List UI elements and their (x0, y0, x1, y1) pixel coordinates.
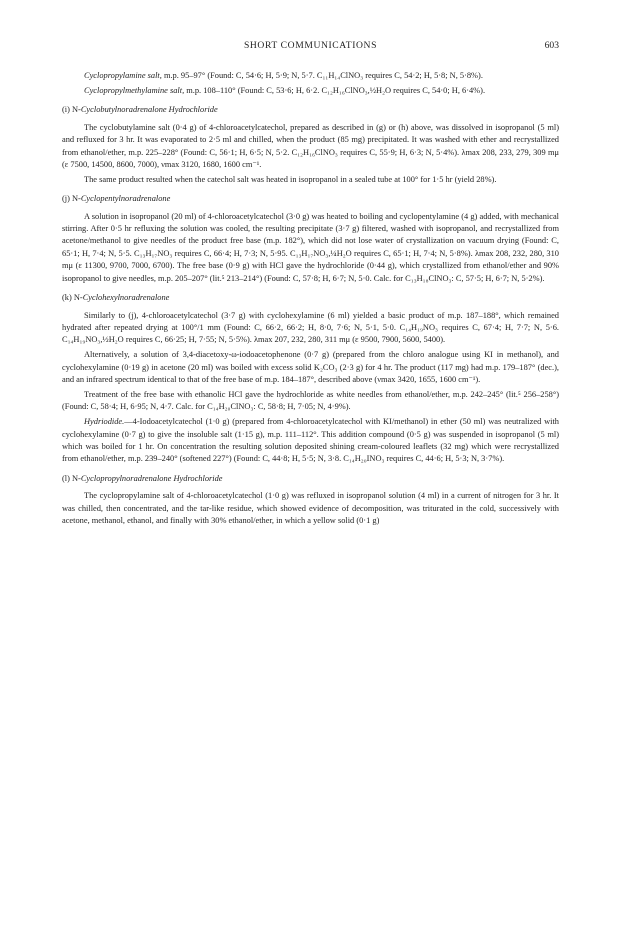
section-heading-j: (j) N-Cyclopentylnoradrenalone (62, 194, 171, 204)
section-heading-i: (i) N-Cyclobutylnoradrenalone Hydrochloride (62, 105, 218, 115)
paragraph-cyclopropylamine-salt: Cyclopropylamine salt, m.p. 95–97° (Found: C, 54·6; H, 5·9; N, 5·7. C₁₁H₁₄ClNO₃ requires C, 54·2; H, 5·8; N, 5·8%). (84, 71, 483, 80)
paragraph-k-hydrochloride: Treatment of the free base with ethanolic HCl gave the hydrochloride as white needles from ethanol/ether, m.p. 242–245° (lit.⁵ 256–258°) (Found: C, 58·4; H, 6·95; N, 4·7. Calc. for C₁₄H₂₀ClNO₃: C, 58·8; H, 7·05; N, 4·9%). (62, 389, 559, 412)
running-header (62, 40, 559, 58)
paragraph-k-hydriodide: Hydriodide.—4-Iodoacetylcatechol (1·0 g) (prepared from 4-chloroacetylcatechol with KI/methanol) in ether (50 ml) was neutralized with cyclohexylamine (0·7 g) to give the insoluble salt (1·15 g), m.p. 111–112°. This addition compound (0·5 g) was suspended in isopropanol (5 ml) which was boiled for 1 hr. On concentration the resulting solution deposited shining cream-coloured leaflets (32 mg) which were recrystallized from ethanol/ether, m.p. 239–240° (softened 227°) (Found: C, 44·8; H, 5·5; N, 3·8. C₁₄H₂₀INO₃ requires C, 44·6; H, 5·3; N, 3·7%). (62, 417, 559, 464)
paragraph-cyclopropylmethylamine-salt: Cyclopropylmethylamine salt, m.p. 108–110° (Found: C, 53·6; H, 6·2. C₁₂H₁₆ClNO₃,½H₂O requires C, 54·0; H, 6·4%). (84, 85, 486, 95)
paragraph-i-sealed-tube: The same product resulted when the catechol salt was heated in isopropanol in a sealed tube at 100° for 1·5 hr (yield 28%). (84, 174, 497, 184)
paragraph-j-procedure: A solution in isopropanol (20 ml) of 4-chloroacetylcatechol (3·0 g) was heated to boiling and cyclopentylamine (4 g) added, with mechanical stirring. After 0·5 hr refluxing the solution was cooled, the resulting precipitate (3·7 g) filtered, washed with isopropanol, and recrystallized from acetone/methanol to give needles of the product free base (m.p. 182°), which did not lose water of crystallization on vacuum drying (Found: C, 65·1; H, 7·4; N, 5·5. C₁₃H₁₇NO₃ requires C, 66·4; H, 7·3; N, 5·95. C₁₃H₁₇NO₃,¼H₂O requires C, 65·1; H, 7·4; N, 5·8%). λmax 208, 232, 280, 310 mμ (ε 11300, 9700, 7000, 6700). The free base (0·9 g) with HCl gave the hydrochloride (0·44 g), which crystallized from ethanol/ether and 90% isopropanol to give needles, m.p. 205–207° (lit.⁵ 213–214°) (Found: C, 57·8; H, 6·7; N, 5·0. Calc. for C₁₃H₁₈ClNO₃: C, 57·5; H, 6·7; N, 5·2%). (62, 211, 559, 283)
article-body (62, 70, 559, 528)
section-heading-k: (k) N-Cyclohexylnoradrenalone (62, 293, 170, 303)
paragraph-k-procedure: Similarly to (j), 4-chloroacetylcatechol (3·7 g) with cyclohexylamine (6 ml) yielded a basic product of m.p. 187–188°, which remained hydrated after repeated drying at 100°/1 mm (Found: C, 66·2, 66·2; H, 8·0, 7·6; N, 5·1, 5·0. C₁₄H₁₉NO₃ requires C, 67·4; H, 7·7; N, 5·6. C₁₄H₁₉NO₃,½H₂O requires C, 66·25; H, 7·55; N, 5·5%). λmax 207, 232, 280, 311 mμ (ε 9500, 7900, 5600, 5400). (62, 310, 559, 345)
paragraph-k-alternative: Alternatively, a solution of 3,4-diacetoxy-ω-iodoacetophenone (0·7 g) (prepared from the chloro analogue using KI in methanol), and cyclohexylamine (0·19 g) in acetone (20 ml) was boiled with excess solid K₂CO₃ (2·3 g) for 4 hr. The product (117 mg) had m.p. 179–187° (dec.), and an infrared spectrum identical to that of the free base of m.p. 184–187°, described above (νmax 3420, 1655, 1600 cm⁻¹). (62, 350, 559, 385)
page-number: 603 (544, 40, 559, 51)
journal-page (62, 40, 559, 530)
running-title: SHORT COMMUNICATIONS (243, 40, 378, 51)
section-heading-l: (l) N-Cyclopropylnoradrenalone Hydrochloride (62, 473, 223, 483)
paragraph-l-procedure: The cyclopropylamine salt of 4-chloroacetylcatechol (1·0 g) was refluxed in isopropanol solution (4 ml) in a current of nitrogen for 3 hr. It was chilled, then concentrated, and the tar-like residue, which showed evidence of decomposition, was triturated in the cold, successively with acetone, methanol, ethanol, and finally with 30% ethanol/ether, in which a yellow solid (0·1 g) (62, 491, 559, 526)
paragraph-i-procedure: The cyclobutylamine salt (0·4 g) of 4-chloroacetylcatechol, prepared as described in (g) or (h) above, was dissolved in isopropanol (5 ml) and refluxed for 3 hr. It was evaporated to 2·5 ml and chilled, when the product (85 mg) precipitated. It was washed with ether and recrystallized from ethanol/ether, m.p. 225–228° (Found: C, 56·1; H, 6·5; N, 5·2. C₁₂H₁₆ClNO₃ requires C, 55·9; H, 6·3; N, 5·4%). λmax 208, 233, 279, 309 mμ (ε 7500, 14500, 8600, 7000), νmax 3120, 1680, 1600 cm⁻¹. (62, 122, 559, 169)
